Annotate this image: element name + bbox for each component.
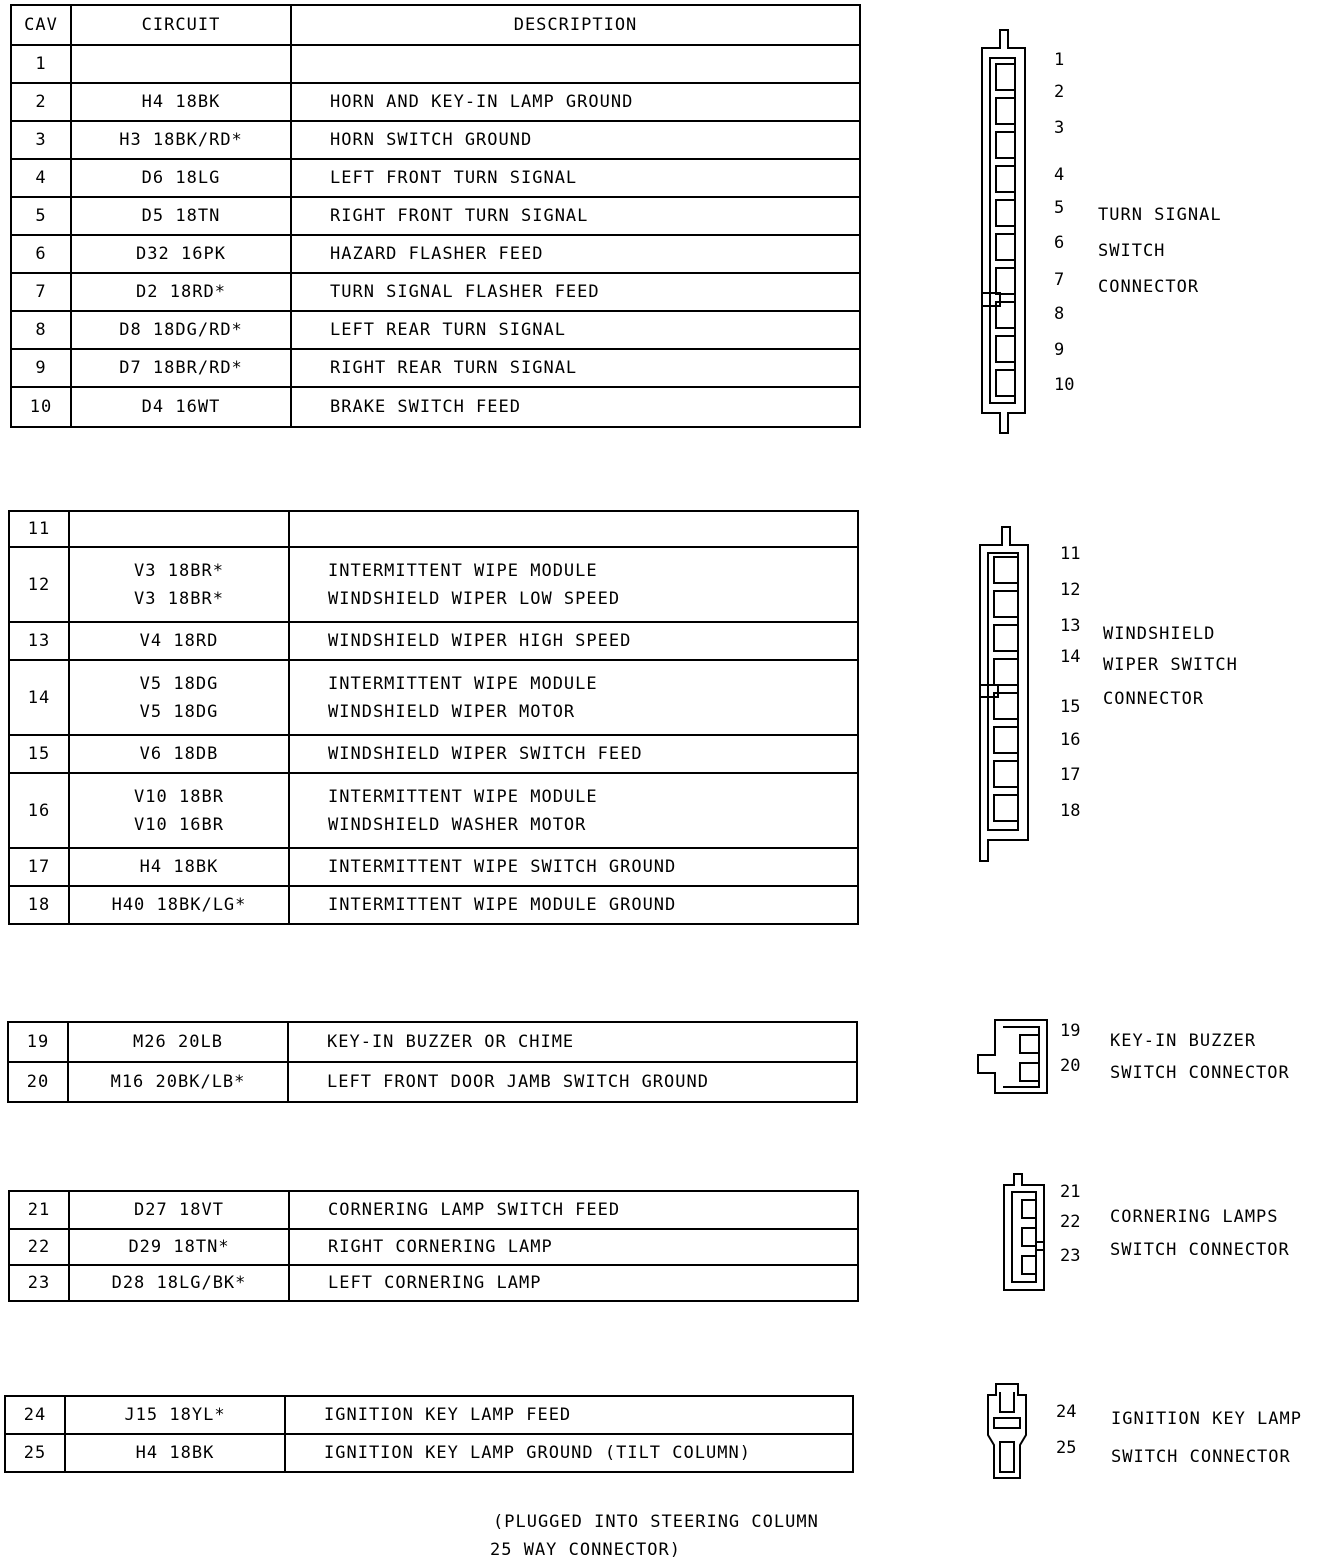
description-cell [289,660,858,735]
pin-number: 3 [1054,118,1065,138]
table-row [11,45,860,83]
wiper-connector-label-1: WINDSHIELD [1103,624,1216,644]
table-row [9,886,858,924]
description-cell [285,1434,853,1472]
key-in-connector-drawing [975,1015,1055,1100]
cav-cell: 20 [8,1062,68,1102]
table-row [11,121,860,159]
table-row [11,159,860,197]
cav-cell: 4 [11,159,71,197]
circuit-line: V4 18RD [139,631,219,651]
circuit-cell [71,159,291,197]
connector-tooth [996,370,1015,396]
turn-signal-table [10,4,861,428]
pin-number: 4 [1054,165,1065,185]
ignition-table [4,1395,854,1473]
cav-cell: 6 [11,235,71,273]
table-row [5,1396,853,1434]
description-cell [285,1396,853,1434]
description-cell [288,1062,857,1102]
description-line: LEFT FRONT DOOR JAMB SWITCH GROUND [327,1072,709,1092]
description-line: WINDSHIELD WASHER MOTOR [328,814,587,835]
connector-tooth [996,200,1015,226]
table-row [11,387,860,427]
circuit-line: H3 18BK/RD* [119,130,243,150]
description-cell [291,349,860,387]
description-line: IGNITION KEY LAMP GROUND (TILT COLUMN) [324,1443,751,1463]
description-line: TURN SIGNAL FLASHER FEED [330,282,600,302]
cav-header: CAV [11,5,71,45]
description-line: WINDSHIELD WIPER MOTOR [328,701,576,722]
table-row [9,1229,858,1265]
ignition-connector-label-2: SWITCH CONNECTOR [1111,1447,1291,1467]
description-line: HAZARD FLASHER FEED [330,244,544,264]
pin-number: 13 [1060,616,1081,636]
cav-cell: 24 [5,1396,65,1434]
cornering-connector-label-1: CORNERING LAMPS [1110,1207,1279,1227]
connector-tooth [996,98,1015,124]
circuit-cell [71,197,291,235]
cav-cell: 9 [11,349,71,387]
cav-cell: 10 [11,387,71,427]
description-cell [291,273,860,311]
wiper-rows [9,511,858,924]
table-row [9,660,858,735]
description-cell [289,622,858,660]
circuit-cell [69,1229,289,1265]
circuit-cell [69,735,289,773]
pin-number: 15 [1060,697,1081,717]
description-cell [291,121,860,159]
key-in-rows [8,1022,857,1102]
circuit-cell [69,848,289,886]
ignition-connector-label-1: IGNITION KEY LAMP [1111,1409,1302,1429]
table-row [9,622,858,660]
circuit-header: CIRCUIT [71,5,291,45]
connector-tooth [994,761,1018,787]
description-line: RIGHT REAR TURN SIGNAL [330,358,578,378]
turn-signal-rows [11,45,860,427]
circuit-cell [71,121,291,159]
pin-number: 10 [1054,375,1075,395]
pin-number: 14 [1060,647,1081,667]
circuit-line: D27 18VT [134,1200,224,1220]
pin-number: 16 [1060,730,1081,750]
description-line: INTERMITTENT WIPE MODULE [328,786,598,807]
table-row [11,83,860,121]
cav-cell: 25 [5,1434,65,1472]
circuit-line: H4 18BK [135,1443,215,1463]
pin-number: 19 [1060,1021,1081,1041]
table-row [11,349,860,387]
connector-tooth [994,625,1018,651]
pin-number: 7 [1054,270,1065,290]
pin-number: 22 [1060,1212,1081,1232]
cornering-rows [9,1191,858,1301]
circuit-line: V10 18BR [134,786,224,807]
circuit-cell [69,1191,289,1229]
pin-number: 5 [1054,198,1065,218]
cav-cell: 15 [9,735,69,773]
table-row [9,773,858,848]
wiper-connector-label-3: CONNECTOR [1103,689,1205,709]
table-row [9,511,858,547]
cornering-connector-drawing [1000,1170,1050,1295]
circuit-cell [71,311,291,349]
cornering-table [8,1190,859,1302]
circuit-cell [71,273,291,311]
connector-tooth [996,132,1015,158]
description-cell [291,235,860,273]
description-header: DESCRIPTION [291,5,860,45]
description-line: RIGHT FRONT TURN SIGNAL [330,206,589,226]
circuit-line: D5 18TN [141,206,221,226]
description-cell [291,197,860,235]
circuit-line: H40 18BK/LG* [111,895,247,915]
cav-cell: 5 [11,197,71,235]
connector-tooth [994,659,1018,685]
cav-cell: 7 [11,273,71,311]
ignition-connector-drawing [980,1380,1035,1482]
circuit-cell [69,511,289,547]
pin-number: 2 [1054,82,1065,102]
description-cell [291,83,860,121]
description-cell [289,773,858,848]
wiper-table [8,510,859,925]
circuit-cell [71,83,291,121]
circuit-line: D28 18LG/BK* [111,1273,247,1293]
cav-cell: 1 [11,45,71,83]
circuit-line: D2 18RD* [136,282,226,302]
turn-signal-connector-label-3: CONNECTOR [1098,277,1200,297]
table-row [11,273,860,311]
description-cell [291,311,860,349]
cav-cell: 17 [9,848,69,886]
circuit-line: V5 18DG [139,673,219,694]
circuit-line: J15 18YL* [124,1405,226,1425]
ignition-rows [5,1396,853,1472]
description-cell [291,387,860,427]
description-cell [291,159,860,197]
table-row [5,1434,853,1472]
circuit-cell [69,660,289,735]
description-line: INTERMITTENT WIPE MODULE GROUND [328,895,677,915]
circuit-line: D4 16WT [141,397,221,417]
pin-number: 11 [1060,544,1081,564]
key-in-connector-label-2: SWITCH CONNECTOR [1110,1063,1290,1083]
connector-tooth [994,795,1018,821]
cav-cell: 16 [9,773,69,848]
cav-cell: 8 [11,311,71,349]
description-line: INTERMITTENT WIPE MODULE [328,560,598,581]
circuit-cell [65,1434,285,1472]
circuit-cell [68,1062,288,1102]
cav-cell: 11 [9,511,69,547]
cav-cell: 14 [9,660,69,735]
description-line: RIGHT CORNERING LAMP [328,1237,553,1257]
connector-tooth [996,64,1015,90]
circuit-line: V3 18BR* [134,560,224,581]
description-line: LEFT CORNERING LAMP [328,1273,542,1293]
connector-tooth [996,268,1015,294]
pin-number: 25 [1056,1438,1077,1458]
description-line: KEY-IN BUZZER OR CHIME [327,1032,575,1052]
table-row [9,1265,858,1301]
description-line: INTERMITTENT WIPE MODULE [328,673,598,694]
turn-signal-connector-label-1: TURN SIGNAL [1098,205,1222,225]
cav-cell: 12 [9,547,69,622]
description-cell [289,511,858,547]
pin-number: 18 [1060,801,1081,821]
connector-tooth [996,336,1015,362]
circuit-line: V5 18DG [139,701,219,722]
circuit-cell [71,349,291,387]
circuit-line: V6 18DB [139,744,219,764]
description-cell [289,848,858,886]
wiper-connector-drawing [970,525,1030,865]
circuit-cell [69,1265,289,1301]
cav-cell: 21 [9,1191,69,1229]
description-cell [289,547,858,622]
cav-cell: 18 [9,886,69,924]
description-cell [289,886,858,924]
description-line: WINDSHIELD WIPER LOW SPEED [328,588,621,609]
circuit-cell [71,45,291,83]
description-line: LEFT FRONT TURN SIGNAL [330,168,578,188]
table-row [9,547,858,622]
cornering-connector-label-2: SWITCH CONNECTOR [1110,1240,1290,1260]
description-line: CORNERING LAMP SWITCH FEED [328,1200,621,1220]
connector-tooth [996,234,1015,260]
table-row [11,197,860,235]
cav-cell: 2 [11,83,71,121]
connector-tooth [994,557,1018,583]
pin-number: 21 [1060,1182,1081,1202]
circuit-cell [69,547,289,622]
circuit-cell [71,387,291,427]
circuit-line: H4 18BK [141,92,221,112]
circuit-line: D8 18DG/RD* [119,320,243,340]
description-cell [288,1022,857,1062]
pin-number: 6 [1054,233,1065,253]
pin-number: 1 [1054,50,1065,70]
circuit-cell [69,773,289,848]
circuit-line: D29 18TN* [128,1237,230,1257]
circuit-cell [65,1396,285,1434]
turn-signal-connector-label-2: SWITCH [1098,241,1166,261]
footnote-line-1: (PLUGGED INTO STEERING COLUMN [493,1512,819,1532]
pin-number: 24 [1056,1402,1077,1422]
table-row [11,311,860,349]
connector-tooth [994,727,1018,753]
cav-cell: 13 [9,622,69,660]
circuit-cell [69,622,289,660]
pin-number: 9 [1054,340,1065,360]
table-row [9,848,858,886]
key-in-connector-label-1: KEY-IN BUZZER [1110,1031,1257,1051]
table-row [8,1062,857,1102]
table-row [9,1191,858,1229]
circuit-line: H4 18BK [139,857,219,877]
circuit-cell [69,886,289,924]
cav-cell: 22 [9,1229,69,1265]
connector-tooth [996,166,1015,192]
pin-number: 20 [1060,1056,1081,1076]
cav-cell: 23 [9,1265,69,1301]
circuit-line: D32 16PK [136,244,226,264]
circuit-line: M26 20LB [133,1032,223,1052]
wiper-connector-label-2: WIPER SWITCH [1103,655,1238,675]
turn-signal-connector-drawing [970,28,1030,438]
description-cell [289,1229,858,1265]
table-row [11,235,860,273]
circuit-cell [68,1022,288,1062]
connector-tooth [994,591,1018,617]
pin-number: 23 [1060,1246,1081,1266]
circuit-line: M16 20BK/LB* [110,1072,246,1092]
description-line: HORN SWITCH GROUND [330,130,533,150]
pin-number: 12 [1060,580,1081,600]
circuit-line: D6 18LG [141,168,221,188]
cav-cell: 19 [8,1022,68,1062]
key-in-table [7,1021,858,1103]
description-line: WINDSHIELD WIPER SWITCH FEED [328,744,643,764]
description-cell [289,1265,858,1301]
description-line: LEFT REAR TURN SIGNAL [330,320,566,340]
description-line: HORN AND KEY-IN LAMP GROUND [330,92,634,112]
footnote-line-2: 25 WAY CONNECTOR) [490,1540,681,1560]
description-cell [291,45,860,83]
circuit-cell [71,235,291,273]
description-line: BRAKE SWITCH FEED [330,397,521,417]
pin-number: 17 [1060,765,1081,785]
description-line: IGNITION KEY LAMP FEED [324,1405,572,1425]
table-row [8,1022,857,1062]
description-line: WINDSHIELD WIPER HIGH SPEED [328,631,632,651]
cav-cell: 3 [11,121,71,159]
circuit-line: V3 18BR* [134,588,224,609]
pin-number: 8 [1054,304,1065,324]
description-line: INTERMITTENT WIPE SWITCH GROUND [328,857,677,877]
circuit-line: V10 16BR [134,814,224,835]
description-cell [289,1191,858,1229]
description-cell [289,735,858,773]
circuit-line: D7 18BR/RD* [119,358,243,378]
table-row [9,735,858,773]
